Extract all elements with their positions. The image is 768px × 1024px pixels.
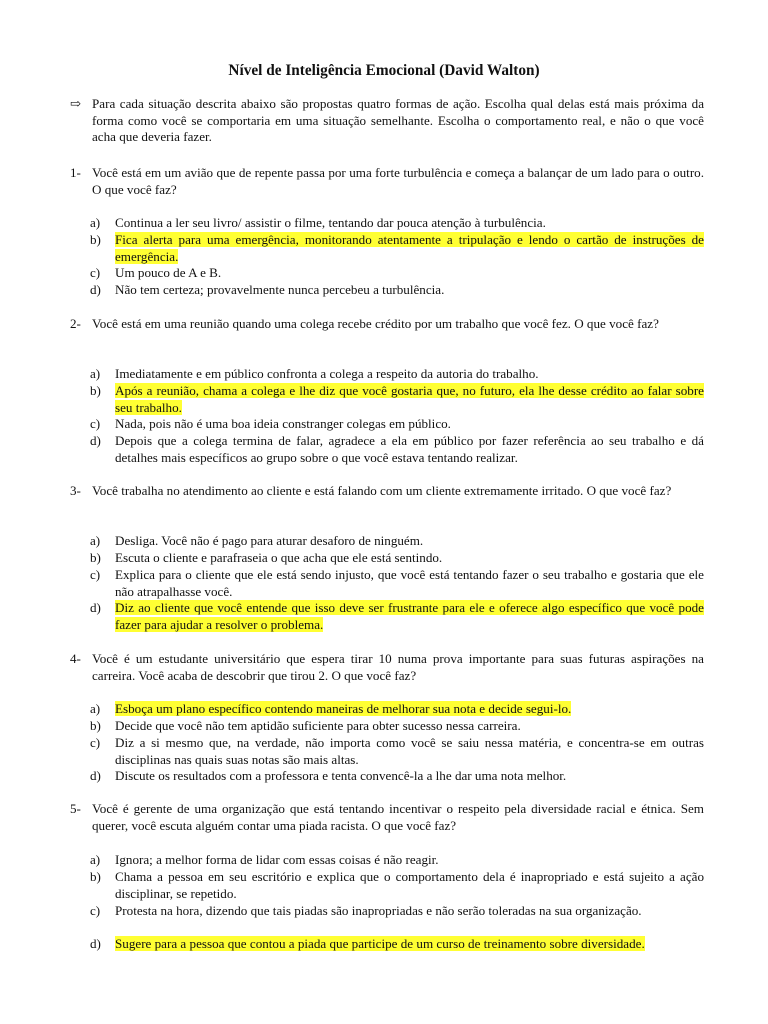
question-text: Você trabalha no atendimento ao cliente e está falando com um cliente extremamente irritado. O que você faz? (92, 483, 672, 498)
option-letter: a) (90, 852, 101, 867)
option-letter: c) (90, 567, 101, 582)
question-text: Você está em uma reunião quando uma colega recebe crédito por um trabalho que você fez. O que você faz? (92, 316, 659, 331)
option-text: Escuta o cliente e parafraseia o que acha que ele está sentindo. (115, 550, 443, 565)
option-text-highlighted: Após a reunião, chama a colega e lhe diz que você gostaria que, no futuro, ela lhe desse crédito ao falar sobre seu trabalho. (115, 383, 704, 415)
option-text: Protesta na hora, dizendo que tais piadas são inapropriadas e não serão toleradas na sua organização. (115, 903, 642, 918)
question-number: 5- (70, 801, 81, 816)
question-text: Você é gerente de uma organização que está tentando incentivar o respeito pela diversidade racial e étnica. Sem querer, você escuta alguém contar uma piada racista. O que você faz? (92, 801, 704, 833)
option-text: Ignora; a melhor forma de lidar com essas coisas é não reagir. (115, 852, 439, 867)
option-letter: b) (90, 232, 101, 247)
option-text: Desliga. Você não é pago para aturar desaforo de ninguém. (115, 533, 424, 548)
option-letter: d) (90, 433, 101, 448)
question-number: 1- (70, 165, 81, 180)
option-letter: d) (90, 282, 101, 297)
option-text: Depois que a colega termina de falar, agradece a ela em público por fazer referência ao seu trabalho e dá detalhes mais específicos ao grupo sobre o que você estava tentando realizar. (115, 433, 704, 465)
option-text: Um pouco de A e B. (115, 265, 222, 280)
option-text: Discute os resultados com a professora e tenta convencê-la a lhe dar uma nota melhor. (115, 768, 567, 783)
option-text-highlighted: Sugere para a pessoa que contou a piada que participe de um curso de treinamento sobre diversidade. (115, 936, 645, 951)
option-letter: a) (90, 533, 101, 548)
option-letter: d) (90, 936, 101, 951)
option-letter: d) (90, 600, 101, 615)
arrow-right-icon: ⇨ (70, 96, 81, 111)
option-letter: d) (90, 768, 101, 783)
option-text: Nada, pois não é uma boa ideia constranger colegas em público. (115, 416, 451, 431)
instructions-text: Para cada situação descrita abaixo são propostas quatro formas de ação. Escolha qual delas está mais próxima da forma como você se comportaria em uma situação semelhante. Escolha o comportamento real, e não o que você acha que deveria fazer. (92, 96, 704, 145)
question-text: Você está em um avião que de repente passa por uma forte turbulência e começa a balançar de um lado para o outro. O que você faz? (92, 165, 704, 197)
option-letter: b) (90, 550, 101, 565)
page-title: Nível de Inteligência Emocional (David Walton) (228, 62, 540, 79)
option-text: Imediatamente e em público confronta a colega a respeito da autoria do trabalho. (115, 366, 539, 381)
option-text: Explica para o cliente que ele está sendo injusto, que você está tentando fazer o seu trabalho e gostaria que ele não atrapalhasse você. (115, 567, 704, 599)
question-number: 4- (70, 651, 81, 666)
option-letter: a) (90, 215, 101, 230)
option-text-highlighted: Esboça um plano específico contendo maneiras de melhorar sua nota e decide segui-lo. (115, 701, 572, 716)
option-text: Continua a ler seu livro/ assistir o filme, tentando dar pouca atenção à turbulência. (115, 215, 546, 230)
option-letter: c) (90, 903, 101, 918)
option-letter: b) (90, 869, 101, 884)
option-letter: c) (90, 735, 101, 750)
option-text-highlighted: Diz ao cliente que você entende que isso deve ser frustrante para ele e oferece algo específico que você pode fazer para ajudar a resolver o problema. (115, 600, 704, 632)
option-text: Não tem certeza; provavelmente nunca percebeu a turbulência. (115, 282, 445, 297)
option-text-highlighted: Fica alerta para uma emergência, monitorando atentamente a tripulação e lendo o cartão de instruções de emergência. (115, 232, 704, 264)
option-text: Decide que você não tem aptidão suficiente para obter sucesso nessa carreira. (115, 718, 521, 733)
option-letter: b) (90, 383, 101, 398)
option-letter: c) (90, 265, 101, 280)
option-letter: c) (90, 416, 101, 431)
option-letter: b) (90, 718, 101, 733)
question-text: Você é um estudante universitário que espera tirar 10 numa prova importante para suas futuras aspirações na carreira. Você acaba de descobrir que tirou 2. O que você faz? (92, 651, 704, 683)
question-number: 3- (70, 483, 81, 498)
option-text: Diz a si mesmo que, na verdade, não importa como você se saiu nessa matéria, e concentra-se em outras disciplinas nas quais suas notas são mais altas. (115, 735, 704, 767)
option-letter: a) (90, 366, 101, 381)
option-letter: a) (90, 701, 101, 716)
option-text: Chama a pessoa em seu escritório e explica que o comportamento dela é inapropriado e está sujeito a ação disciplinar, se repetido. (115, 869, 704, 901)
question-number: 2- (70, 316, 81, 331)
